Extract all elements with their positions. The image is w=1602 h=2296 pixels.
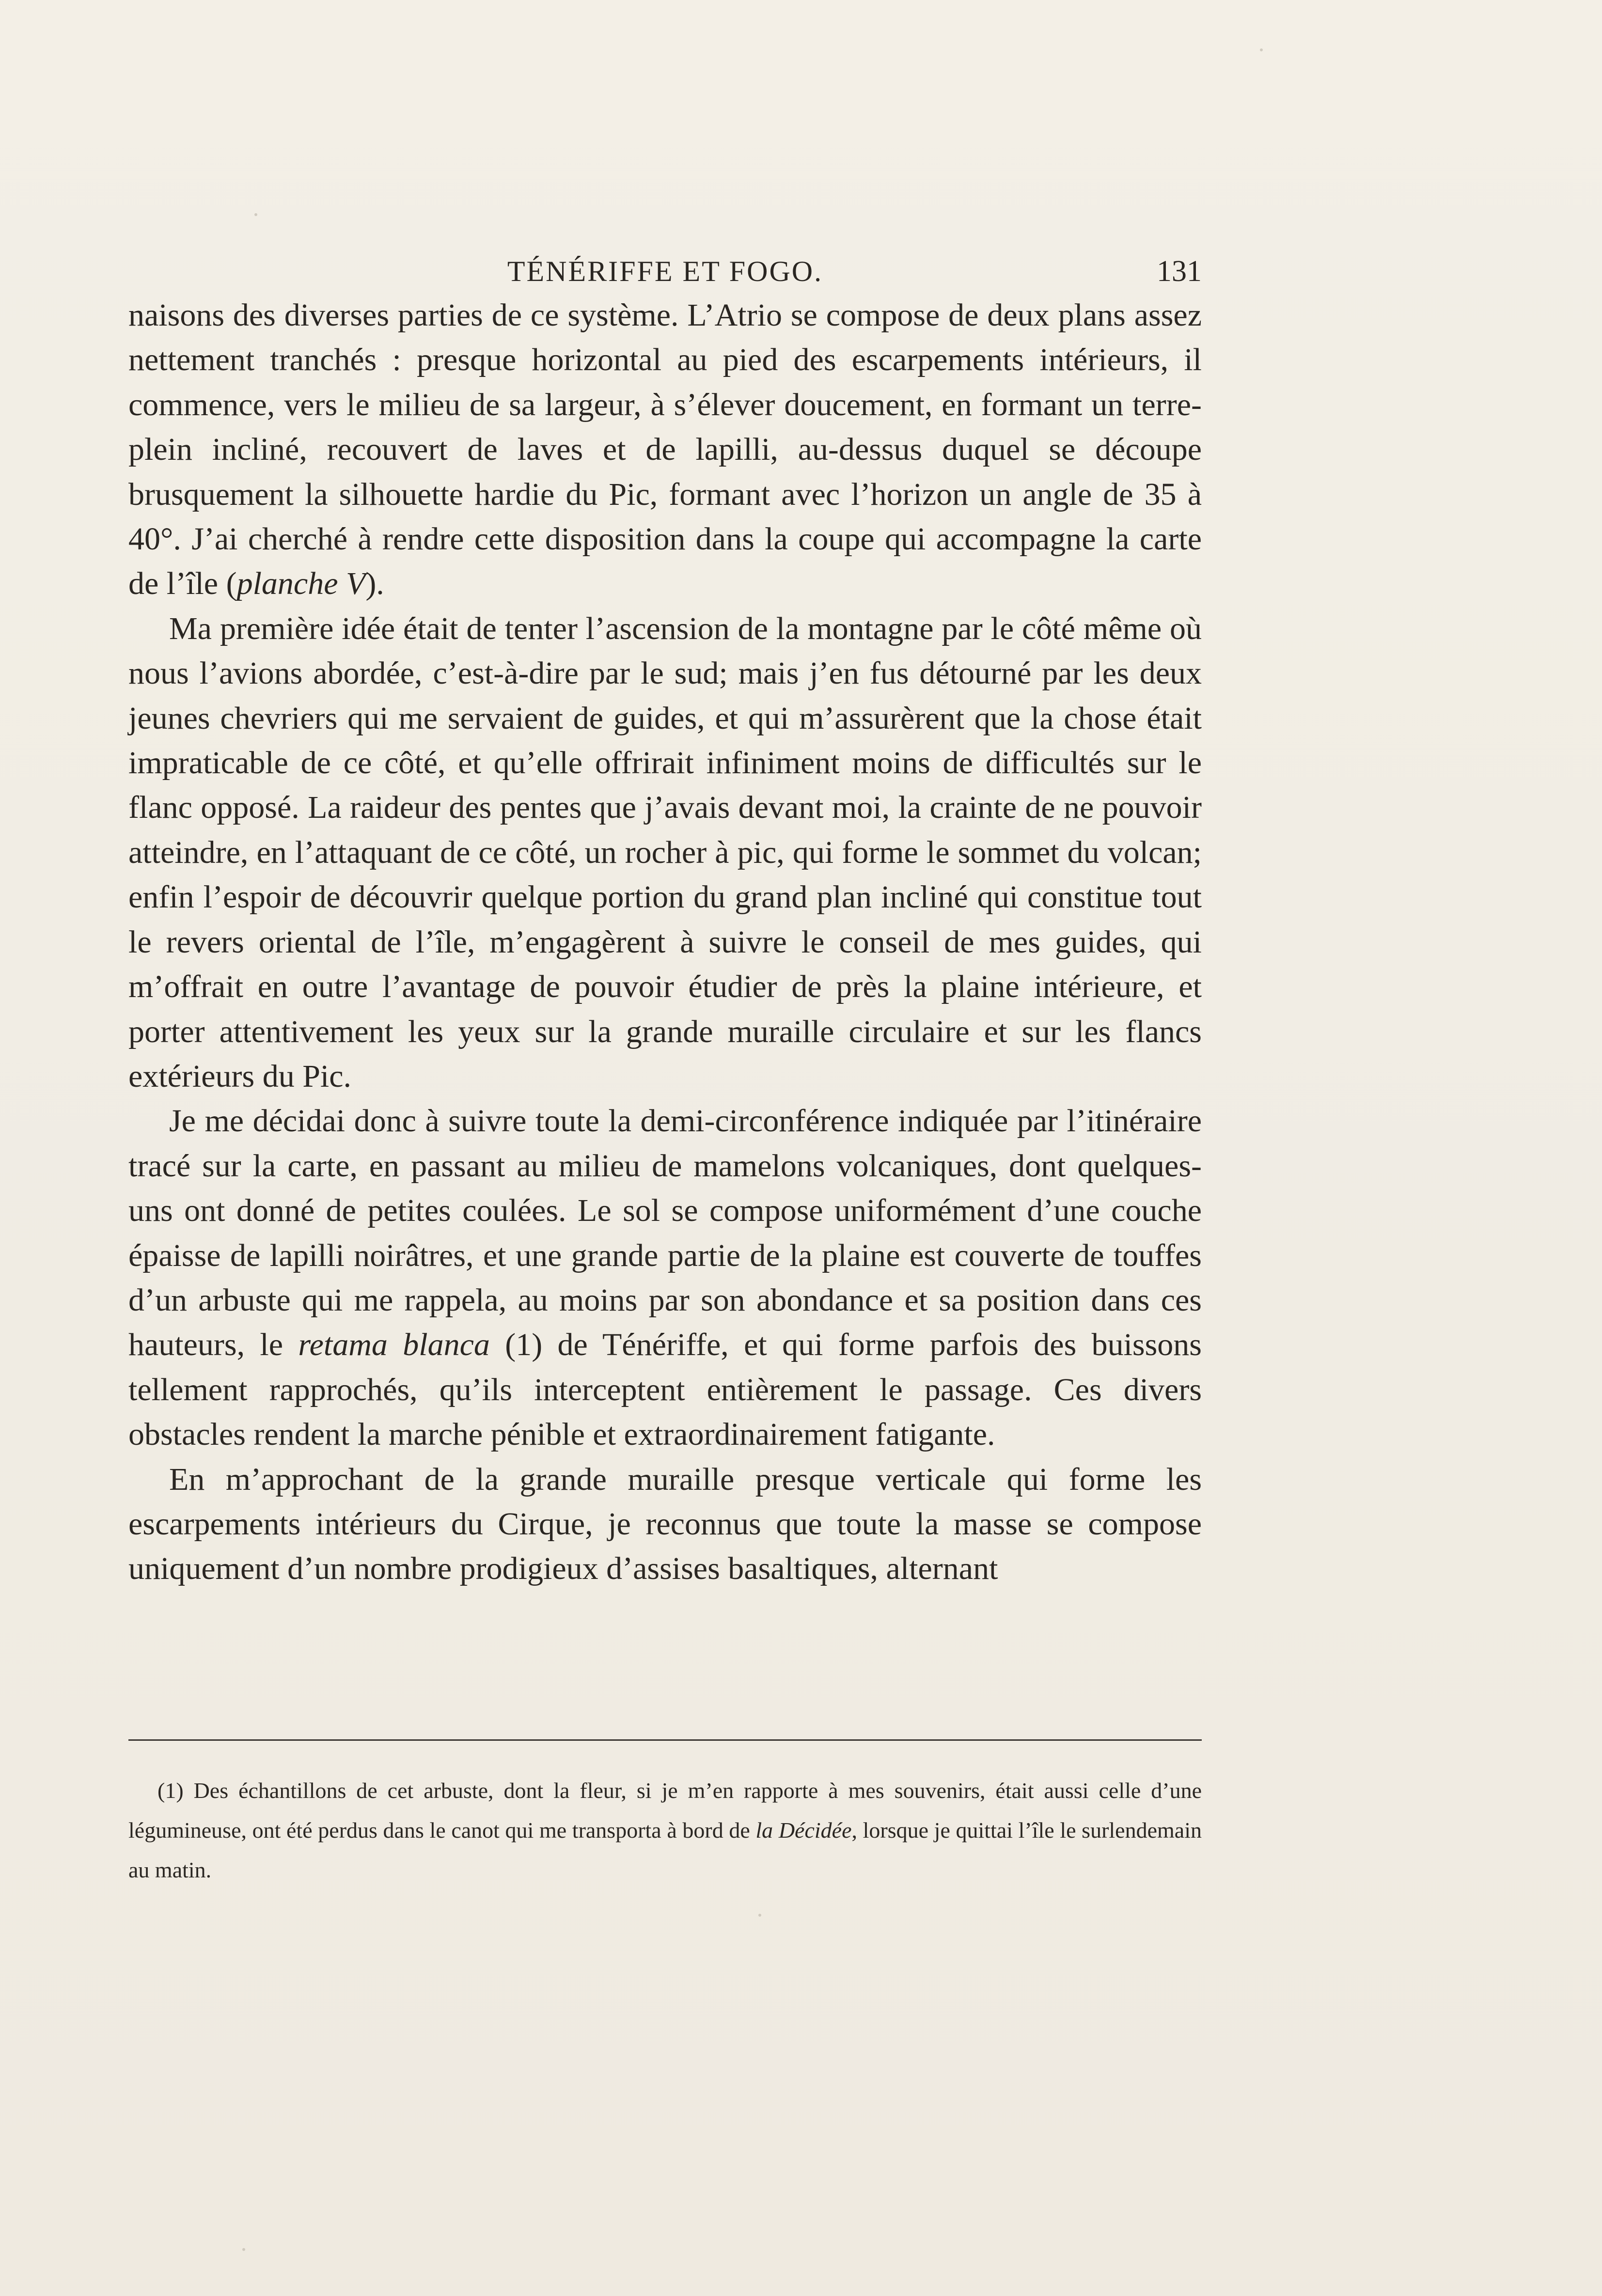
ship-name: la Décidée bbox=[755, 1818, 852, 1843]
page-number: 131 bbox=[1157, 255, 1202, 288]
plate-reference: planche V bbox=[236, 566, 366, 602]
paragraph-text: Je me décidai donc à suivre toute la demi-circonférence indiquée par l’itinéraire tracé sur la carte, en passant au milieu de mamelons volcaniques, dont quelques-uns ont donné de petites coulées. Le sol se compose uniformément d’une couche épaisse de lapilli noirâtres, et une grande partie de la plaine est couverte de touffes d’un arbuste qui me rappela, au moins par son abondance et sa position dans ces hauteurs, le bbox=[128, 1103, 1202, 1363]
paragraph: Ma première idée était de tenter l’ascension de la montagne par le côté même où nous l’avions abordée, c’est-à-dire par le sud; mais j’en fus détourné par les deux jeunes chevriers qui me servaient de guides, et qui m’assurèrent que la chose était impraticable de ce côté, et qu’elle offrirait infiniment moins de difficultés sur le flanc opposé. La raideur des pentes que j’avais devant moi, la crainte de ne pouvoir atteindre, en l’attaquant de ce côté, un rocher à pic, qui forme le sommet du volcan; enfin l’espoir de découvrir quelque portion du grand plan incliné qui constitue tout le revers oriental de l’île, m’engagèrent à suivre le conseil de mes guides, qui m’offrait en outre l’avantage de pouvoir étudier de près la plaine intérieure, et porter attentivement les yeux sur la grande muraille circulaire et sur les flancs extérieurs du Pic. bbox=[128, 610, 1202, 1094]
footnote-segment: (1) Des échantillons de cet arbuste, dont la fleur, si je m’en rapporte à mes souvenirs, était aussi celle d’une légumineuse, ont été perdus dans le canot qui me transporta à bord de bbox=[128, 1778, 1202, 1843]
paper-speck bbox=[758, 1914, 761, 1917]
paragraph bbox=[128, 293, 1202, 607]
running-title: TÉNÉRIFFE ET FOGO. bbox=[507, 255, 823, 287]
paragraph bbox=[128, 1099, 1202, 1457]
paper-speck bbox=[242, 2248, 245, 2251]
footnote bbox=[128, 1771, 1202, 1890]
paragraph-text: naisons des diverses parties de ce système. L’Atrio se compose de deux plans assez nettement tranchés : presque horizontal au pied des escarpements intérieurs, il commence, vers le milieu de sa largeur, à s’élever doucement, en formant un terre-plein incliné, recouvert de laves et de lapilli, au-dessus duquel se découpe brusquement la silhouette hardie du Pic, formant avec l’horizon un angle de 35 à 40°. J’ai cherché à rendre cette disposition dans la coupe qui accompagne la carte de l’île ( bbox=[128, 297, 1202, 602]
paragraph: En m’approchant de la grande muraille presque verticale qui forme les escarpements intérieurs du Cirque, je reconnus que toute la masse se compose uniquement d’un nombre prodigieux d’assises basaltiques, alternant bbox=[128, 1461, 1202, 1587]
footnote-segment: , lorsque je quittai l’île le surlendemain au matin. bbox=[128, 1818, 1202, 1882]
body-text bbox=[128, 293, 1202, 1592]
paragraph-text: ). bbox=[365, 566, 384, 602]
paper-speck bbox=[1260, 48, 1263, 51]
paper-speck bbox=[254, 213, 257, 216]
footnote-rule bbox=[128, 1739, 1202, 1741]
species-name: retama blanca bbox=[298, 1327, 490, 1363]
page-header bbox=[128, 247, 1202, 296]
paragraph-text: (1) de Ténériffe, et qui forme parfois des buissons tellement rapprochés, qu’ils interceptent entièrement le passage. Ces divers obstacles rendent la marche pénible et extraordinairement fatigante. bbox=[128, 1327, 1202, 1453]
footnote-text bbox=[128, 1771, 1202, 1890]
